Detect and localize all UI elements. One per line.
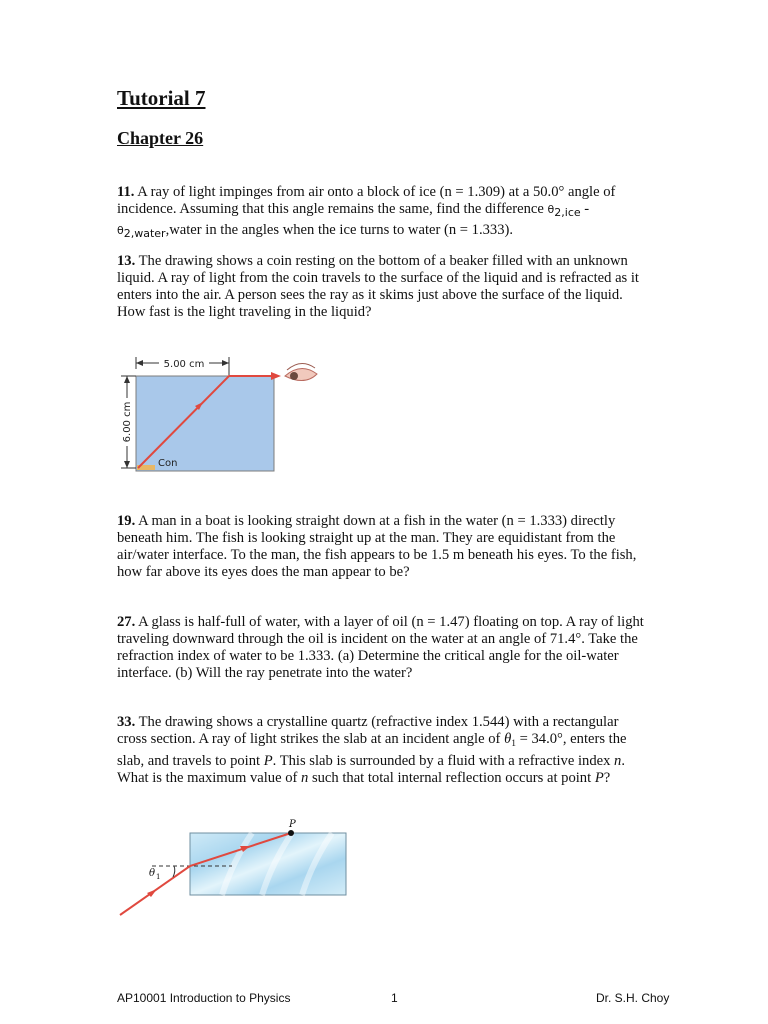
footer-page-number: 1 [391,991,398,1005]
arrowhead-icon [124,376,130,383]
problem-text: The drawing shows a crystalline quartz (refractive index 1.544) with a rectangular cross section. A ray of light strikes the slab at an incident angle of [117,714,619,747]
problem-27 [117,614,652,682]
problem-text: = 34.0°, enters the slab, and travels to point [117,730,627,769]
chapter-heading: Chapter 26 [117,128,204,148]
coin-label: Con [158,458,178,469]
n-symbol: n [301,769,309,786]
height-label: 6.00 cm [122,401,133,443]
problem-13 [117,253,652,321]
problem-text: ,water in the angles when the ice turns to water (n = 1.333). [165,221,514,238]
problem-19 [117,513,652,581]
problem-text: . This slab is surrounded by a fluid with a refractive index [272,752,615,769]
subscript: 2,water [123,226,166,240]
problem-text: - [580,200,590,217]
angle-arc [173,866,175,877]
liquid-beaker [136,376,274,471]
point-label: P [289,819,296,830]
n-symbol: n [614,752,622,769]
arrowhead-icon [136,360,143,366]
problem-number: 11. [117,184,135,200]
theta-symbol: θ [504,730,512,747]
page-title: Tutorial 7 [117,86,206,110]
point-symbol: P [594,769,604,786]
arrowhead-icon [271,372,281,380]
problem-number: 33. [117,714,136,730]
eye-icon [285,363,317,380]
theta-symbol: θ [117,223,124,237]
problem-number: 27. [117,614,136,630]
problem-33 [117,714,652,787]
arrowhead-icon [124,461,130,468]
footer-author: Dr. S.H. Choy [596,991,670,1005]
problem-number: 19. [117,513,136,529]
problem-number: 13. [117,253,136,269]
problem-text: A man in a boat is looking straight down at a fish in the water (n = 1.333) directly beneath him. The fish is looking straight up at the man. They are equidistant from the air/water interface. To the man, the fish appears to be 1.5 m beneath his eyes. To the fish, how far above its eyes does the man appear to be? [117,513,637,580]
angle-subscript: 1 [156,873,161,881]
theta-symbol: θ [547,202,555,216]
subscript: 1 [511,738,516,749]
footer-course: AP10001 Introduction to Physics [117,991,291,1005]
angle-label: θ [149,868,156,879]
subscript: 2,ice [554,205,581,219]
coin-beaker-figure [115,352,325,477]
point-p [288,830,294,836]
point-symbol: P [263,752,273,769]
problem-text: A glass is half-full of water, with a layer of oil (n = 1.47) floating on top. A ray of light traveling downward through the oil is incident on the water at an angle of 71.4°. Take the refraction index of water to be 1.333. (a) Determine the critical angle for the oil-water interface. (b) Will the ray penetrate into the water? [117,614,644,681]
problem-text: The drawing shows a coin resting on the bottom of a beaker filled with an unknown liquid. A ray of light from the coin travels to the surface of the liquid and is refracted as it enters into the air. A person sees the ray as it skims just above the surface of the liquid. How fast is the light traveling in the liquid? [117,253,639,320]
quartz-slab-figure [112,818,357,918]
problem-text: such that total internal reflection occurs at point [308,769,595,786]
problem-text: ? [603,769,611,786]
problem-11 [117,184,652,243]
problem-text: A ray of light impinges from air onto a block of ice (n = 1.309) at a 50.0° angle of incidence. Assuming that this angle remains the same, find the difference [117,184,616,217]
arrowhead-icon [222,360,229,366]
problem-text: . What is the maximum value of [117,752,625,786]
width-label: 5.00 cm [163,359,205,370]
